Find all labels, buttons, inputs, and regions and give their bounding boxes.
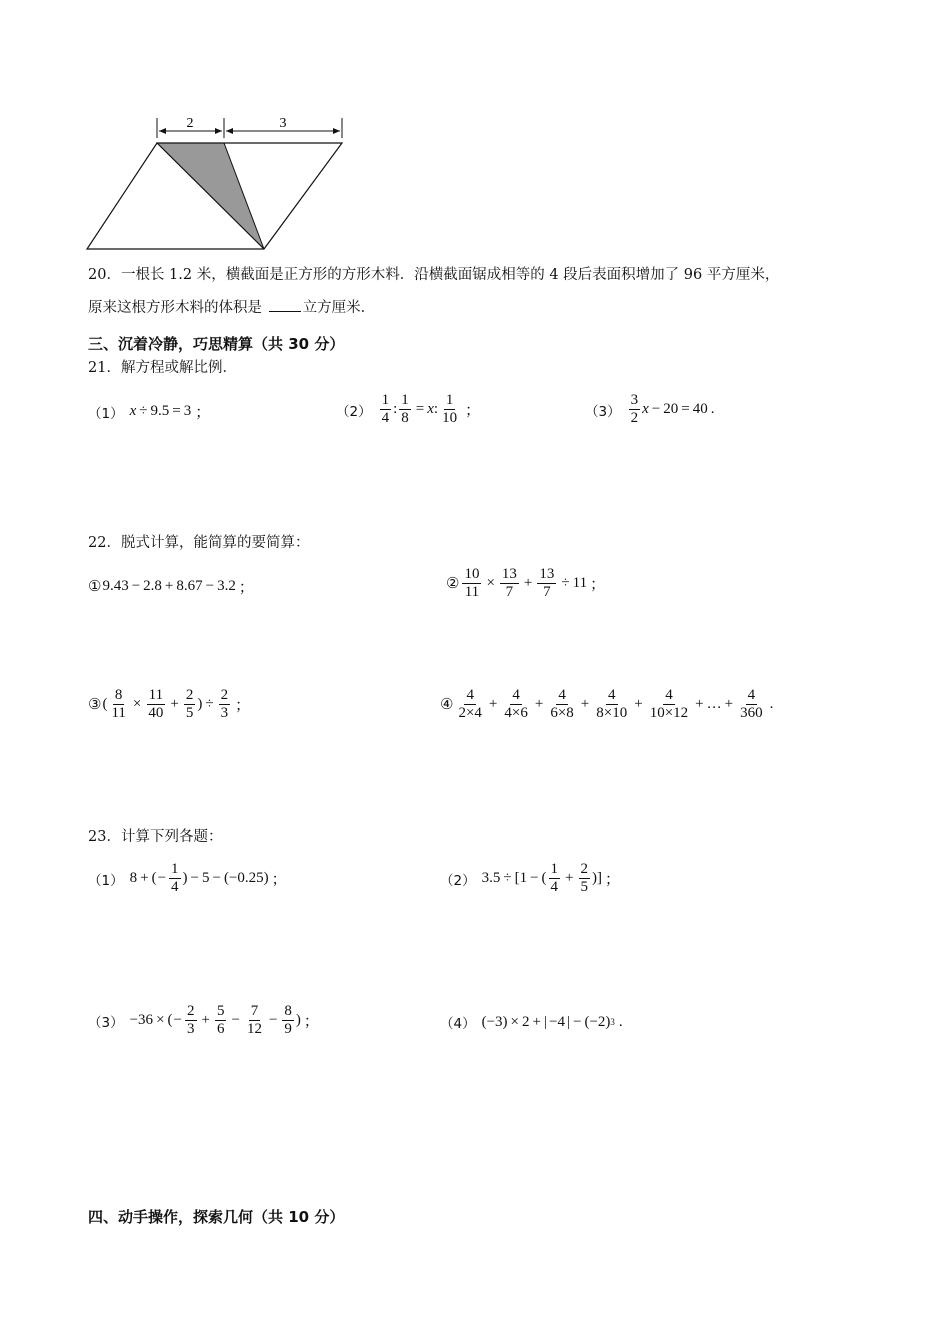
q20-text-after: 立方厘米． [302, 300, 376, 316]
part-label: ① [88, 579, 102, 595]
q21-part-1: （1） x ÷ 9.5 = 3 ； [88, 403, 211, 422]
part-label: （3） [585, 403, 621, 420]
arrowhead [215, 128, 222, 134]
section-4-title: 四、动手操作，探索几何（共 10 分） [88, 1208, 345, 1226]
part-label: （2） [440, 872, 476, 889]
q23-part-4: （4） (−3) × 2 + | −4 | − (−2) 3 . [440, 1013, 623, 1032]
part-label: （2） [336, 403, 372, 420]
q20-line2 [88, 297, 375, 318]
q21-title: 21．解方程或解比例． [88, 360, 237, 376]
part-label: （3） [88, 1014, 124, 1031]
dimension-label-left: 2 [186, 116, 194, 131]
q23-part-2: （2） 3.5 ÷ [1 − ( $\frac{1}{4}$ + $\frac{2}{5}$ )] ； [440, 861, 621, 895]
part-label: （1） [88, 405, 124, 422]
part-label: ③ [88, 697, 102, 713]
q22-part-4: ④ $\frac{4}{2\times 4}$ + $\frac{4}{4\times 6}$ + $\frac{4}{6\times 8}$ + $\frac{4}{8\times 10}$ + $\frac{4}{10\times 12}$ + … + $\frac{4}{360}$ . [440, 687, 774, 721]
part-label: ② [446, 576, 460, 592]
arrowhead [333, 128, 340, 134]
part-label: （4） [440, 1016, 476, 1032]
q22-part-1: ① 9.43 − 2.8 + 8.67 − 3.2 ； [88, 578, 254, 596]
part-label: ④ [440, 697, 454, 713]
q22-part-3: ③ ( $\frac{8}{11}$ × $\frac{11}{40}$ + $\frac{2}{5}$ ) ÷ $\frac{2}{3}$ ； [88, 687, 251, 721]
section-3-title: 三、沉着冷静，巧思精算（共 30 分） [88, 335, 345, 353]
q20-text-before: 原来这根方形木料的体积是 [88, 300, 267, 316]
q22-title: 22．脱式计算，能简算的要简算： [88, 535, 310, 551]
arrowhead [159, 128, 166, 134]
arrowhead [226, 128, 233, 134]
dimension-label-right: 3 [279, 116, 287, 131]
q23-part-3: （3） −36 × ( − $\frac{2}{3}$ + $\frac{5}{6}$ − $\frac{7}{12}$ − $\frac{8}{9}$ ) ； [88, 1003, 319, 1037]
parallelogram-figure [80, 110, 360, 255]
q22-part-2: ② $\frac{10}{11}$ × $\frac{13}{7}$ + $\frac{13}{7}$ ÷ 11 ； [446, 566, 606, 600]
part-label: （1） [88, 872, 124, 889]
q23-part-1: （1） 8 + ( − $\frac{1}{4}$ ) − 5 − (−0.25) ； [88, 861, 287, 895]
q21-part-2: （2） $\frac{1}{4}$ : $\frac{1}{8}$ = x : $\frac{1}{10}$ ； [336, 392, 481, 426]
q20-line1: 20．一根长 1.2 米，横截面是正方形的方形木料．沿横截面锯成相等的 4 段后表面积增加了 96 平方厘米， [88, 267, 780, 283]
q21-part-3: （3） $\frac{3}{2}$ x − 20 = 40 . [585, 392, 715, 426]
q23-title: 23．计算下列各题： [88, 829, 223, 845]
answer-blank[interactable] [269, 297, 301, 312]
